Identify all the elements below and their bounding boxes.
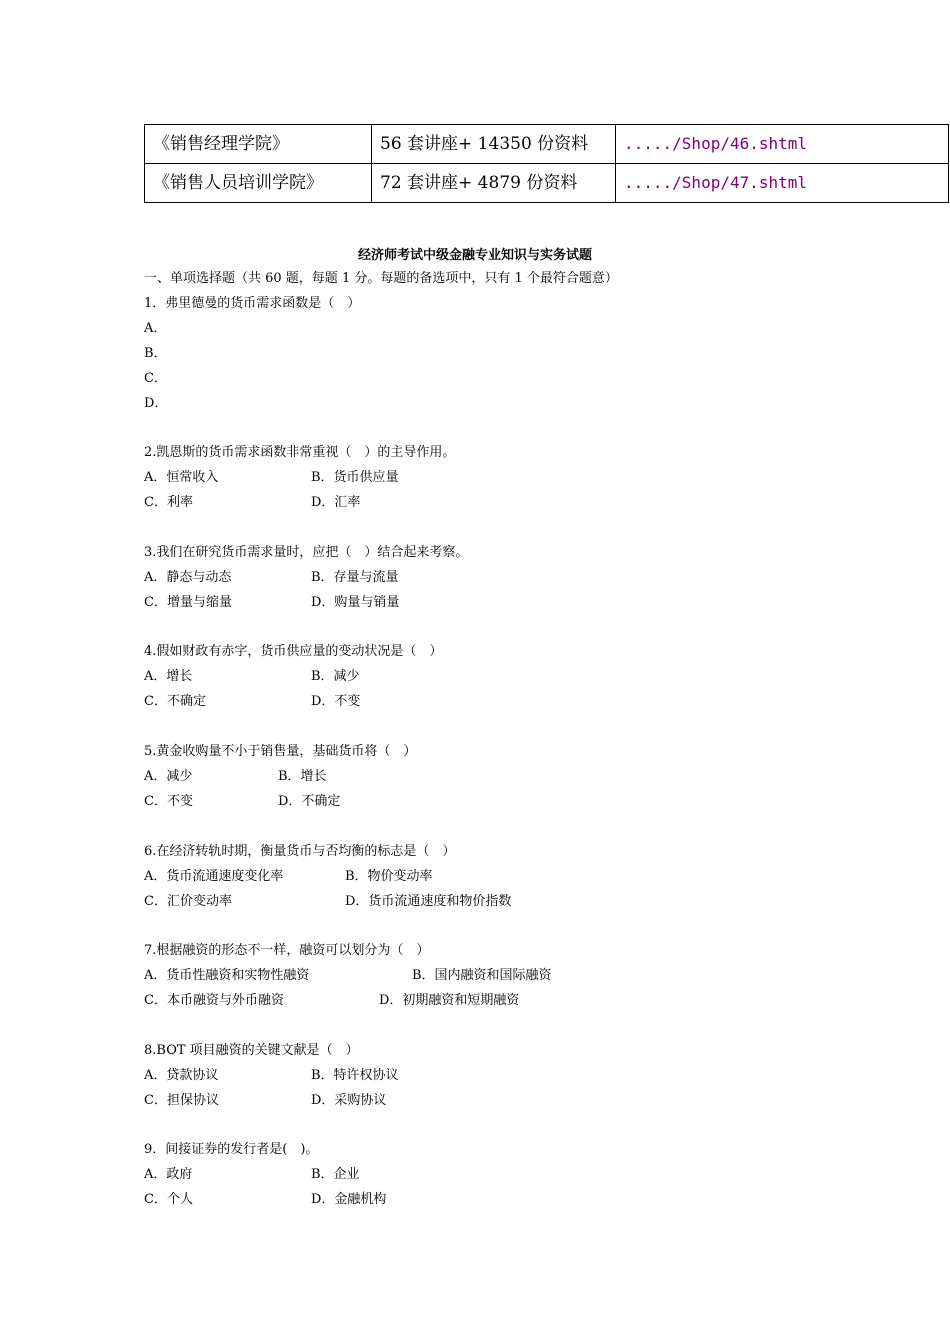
question-stem: 5.黄金收购量不小于销售量，基础货币将（ ） [144,744,417,759]
option-a: A．贷款协议 [144,1068,219,1083]
option-c: C．不确定 [144,694,206,709]
resource-content: 72 套讲座+ 4879 份资料 [372,164,616,203]
question-stem: 3.我们在研究货币需求量时，应把（ ）结合起来考察。 [144,545,469,560]
option-c: C．利率 [144,495,193,510]
option-a: A．恒常收入 [144,470,219,485]
resource-link[interactable]: ...../Shop/46.shtml [616,125,949,164]
option-c: C． [144,371,167,386]
option-a: A．减少 [144,769,193,784]
option-c: C．本币融资与外币融资 [144,993,284,1008]
document-title: 经济师考试中级金融专业知识与实务试题 [357,248,592,263]
option-c: C．汇价变动率 [144,894,232,909]
option-a: A．货币性融资和实物性融资 [144,968,310,983]
option-d: D．采购协议 [311,1093,387,1108]
option-d: D．购量与销量 [311,595,400,610]
resource-link[interactable]: ...../Shop/47.shtml [616,164,949,203]
option-d: D．货币流通速度和物价指数 [345,894,512,909]
table-row [145,125,949,164]
option-b: B．国内融资和国际融资 [412,968,552,983]
option-a: A．政府 [144,1167,193,1182]
question-stem: 9．间接证券的发行者是( )。 [144,1142,319,1157]
option-a: A．货币流通速度变化率 [144,869,284,884]
table-row [145,164,949,203]
resource-content: 56 套讲座+ 14350 份资料 [372,125,616,164]
option-b: B．减少 [311,669,360,684]
option-b: B．特许权协议 [311,1068,399,1083]
question-stem: 7.根据融资的形态不一样，融资可以划分为（ ） [144,943,430,958]
option-b: B．企业 [311,1167,360,1182]
option-b: B．存量与流量 [311,570,399,585]
option-a: A． [144,321,167,336]
option-d: D．不确定 [278,794,341,809]
option-b: B．物价变动率 [345,869,433,884]
option-b: B．增长 [278,769,327,784]
option-d: D．初期融资和短期融资 [379,993,520,1008]
option-a: A．静态与动态 [144,570,232,585]
option-d: D．不变 [311,694,361,709]
section-heading: 一、单项选择题（共 60 题，每题 1 分。每题的备选项中，只有 1 个最符合题意） [144,271,618,286]
option-b: B． [144,346,167,361]
resource-table [144,124,949,203]
question-stem: 6.在经济转轨时期，衡量货币与否均衡的标志是（ ） [144,844,456,859]
option-d: D．汇率 [311,495,361,510]
option-c: C．不变 [144,794,193,809]
option-c: C．担保协议 [144,1093,219,1108]
option-d: D． [144,396,168,411]
question-stem: 8.BOT 项目融资的关键文献是（ ） [144,1043,359,1058]
option-b: B．货币供应量 [311,470,399,485]
question-stem: 1．弗里德曼的货币需求函数是（ ） [144,296,361,311]
option-c: C．个人 [144,1192,193,1207]
option-d: D．金融机构 [311,1192,387,1207]
question-stem: 4.假如财政有赤字，货币供应量的变动状况是（ ） [144,644,443,659]
question-stem: 2.凯恩斯的货币需求函数非常重视（ ）的主导作用。 [144,445,456,460]
resource-name: 《销售人员培训学院》 [145,164,372,203]
option-a: A．增长 [144,669,193,684]
resource-name: 《销售经理学院》 [145,125,372,164]
option-c: C．增量与缩量 [144,595,232,610]
